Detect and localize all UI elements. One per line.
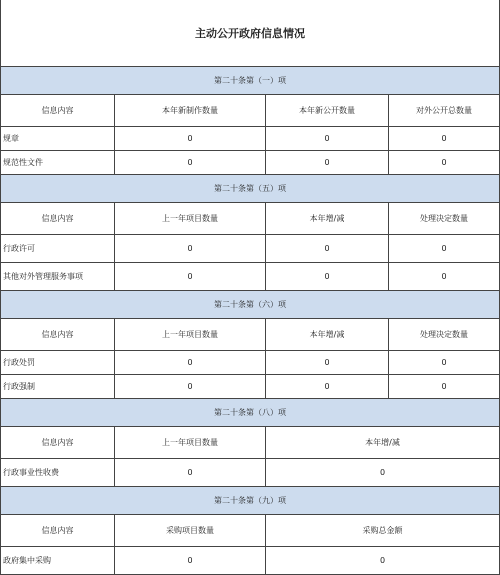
section-heading: 第二十条第（九）项 <box>1 487 500 515</box>
table-row <box>1 235 500 263</box>
column-header: 采购总金额 <box>266 515 500 547</box>
row-label: 行政事业性收费 <box>1 459 115 487</box>
table-row <box>1 127 500 151</box>
row-label: 行政许可 <box>1 235 115 263</box>
row-label: 其他对外管理服务事项 <box>1 263 115 291</box>
cell-value: 0 <box>266 375 389 399</box>
column-header: 本年增/减 <box>266 427 500 459</box>
column-header: 采购项目数量 <box>115 515 266 547</box>
cell-value: 0 <box>115 235 266 263</box>
column-header: 处理决定数量 <box>389 203 500 235</box>
table-row <box>1 547 500 575</box>
table-row <box>1 375 500 399</box>
cell-value: 0 <box>266 127 389 151</box>
cell-value: 0 <box>115 351 266 375</box>
cell-value: 0 <box>115 151 266 175</box>
section-heading: 第二十条第（八）项 <box>1 399 500 427</box>
cell-value: 0 <box>266 263 389 291</box>
row-label: 规范性文件 <box>1 151 115 175</box>
column-header: 信息内容 <box>1 515 115 547</box>
column-header: 处理决定数量 <box>389 319 500 351</box>
row-label: 行政强制 <box>1 375 115 399</box>
column-header: 本年新公开数量 <box>266 95 389 127</box>
section-heading: 第二十条第（五）项 <box>1 175 500 203</box>
column-header: 信息内容 <box>1 319 115 351</box>
row-label: 政府集中采购 <box>1 547 115 575</box>
cell-value: 0 <box>389 151 500 175</box>
cell-value: 0 <box>266 235 389 263</box>
cell-value: 0 <box>266 351 389 375</box>
column-header: 上一年项目数量 <box>115 203 266 235</box>
page-title: 主动公开政府信息情况 <box>1 0 500 67</box>
cell-value: 0 <box>266 459 500 487</box>
column-header: 上一年项目数量 <box>115 427 266 459</box>
column-header: 本年增/减 <box>266 203 389 235</box>
cell-value: 0 <box>389 127 500 151</box>
column-header: 信息内容 <box>1 427 115 459</box>
table-row <box>1 151 500 175</box>
cell-value: 0 <box>389 263 500 291</box>
cell-value: 0 <box>115 263 266 291</box>
cell-value: 0 <box>115 375 266 399</box>
column-header: 信息内容 <box>1 95 115 127</box>
cell-value: 0 <box>389 235 500 263</box>
cell-value: 0 <box>389 375 500 399</box>
row-label: 行政处罚 <box>1 351 115 375</box>
cell-value: 0 <box>115 547 266 575</box>
cell-value: 0 <box>115 127 266 151</box>
row-label: 规章 <box>1 127 115 151</box>
column-header: 信息内容 <box>1 203 115 235</box>
cell-value: 0 <box>266 547 500 575</box>
column-header: 对外公开总数量 <box>389 95 500 127</box>
column-header: 本年增/减 <box>266 319 389 351</box>
table-row <box>1 263 500 291</box>
section-heading: 第二十条第（一）项 <box>1 67 500 95</box>
section-heading: 第二十条第（六）项 <box>1 291 500 319</box>
table-row <box>1 459 500 487</box>
cell-value: 0 <box>115 459 266 487</box>
cell-value: 0 <box>266 151 389 175</box>
cell-value: 0 <box>389 351 500 375</box>
column-header: 本年新制作数量 <box>115 95 266 127</box>
column-header: 上一年项目数量 <box>115 319 266 351</box>
table-row <box>1 351 500 375</box>
